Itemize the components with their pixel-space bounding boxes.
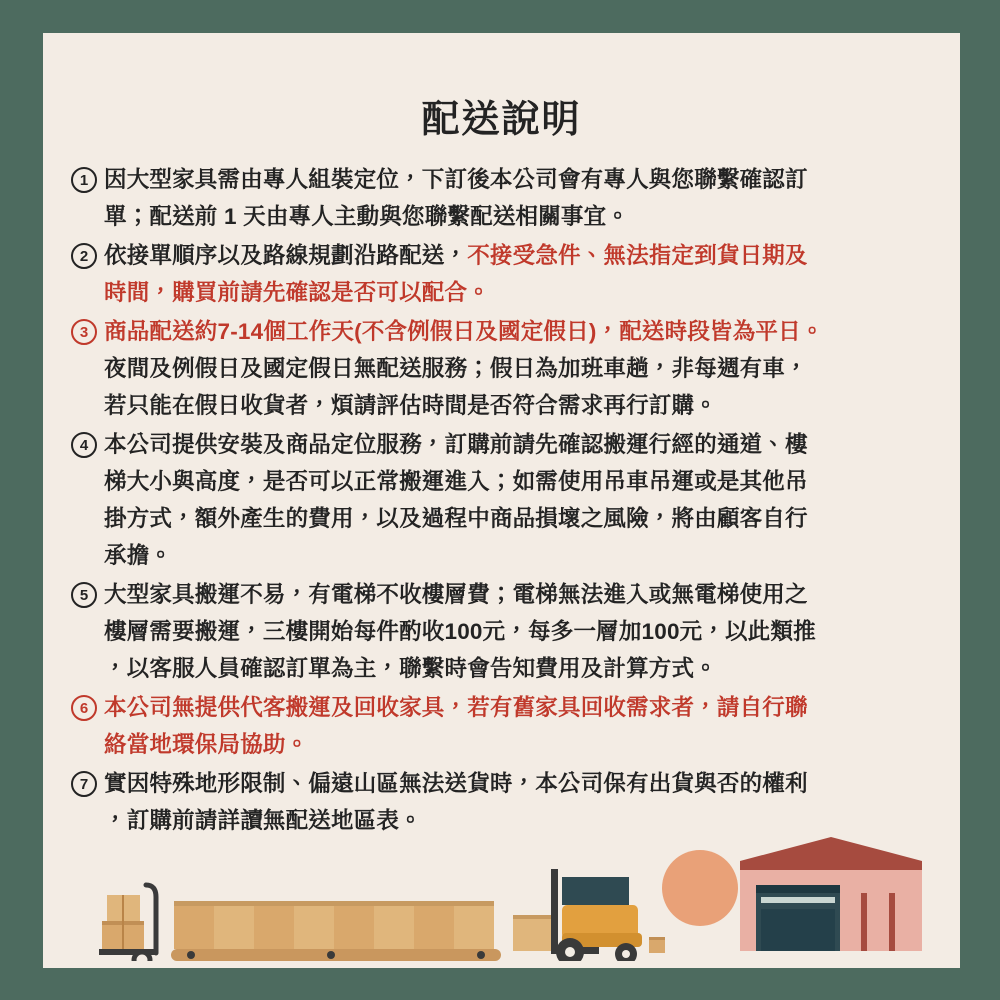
list-item-number: 7 (71, 771, 97, 797)
list-item-line: 單；配送前 1 天由專人主動與您聯繫配送相關事宜。 (104, 204, 630, 229)
list-item (71, 689, 938, 763)
list-item-text (104, 576, 938, 687)
warehouse-icon (740, 837, 922, 951)
list-item (71, 313, 938, 424)
list-item-line: 夜間及例假日及國定假日無配送服務；假日為加班車趟，非每週有車， (104, 356, 808, 381)
conveyor-belt-icon (171, 901, 501, 961)
list-item (71, 237, 938, 311)
list-item (71, 161, 938, 235)
list-item-number: 1 (71, 167, 97, 193)
list-item (71, 765, 938, 839)
list-item-line: 梯大小與高度，是否可以正常搬運進入；如需使用吊車吊運或是其他吊 (104, 469, 808, 494)
page-title: 配送說明 (421, 99, 582, 141)
list-item-number: 6 (71, 695, 97, 721)
sun-circle-icon (662, 850, 738, 926)
list-item-line: 絡當地環保局協助。 (104, 732, 309, 757)
forklift-icon (513, 869, 665, 966)
list-item-line: 依接單順序以及路線規劃沿路配送，不接受急件、無法指定到貨日期及 (104, 243, 808, 268)
list-item-line: ，訂購前請詳讀無配送地區表。 (104, 808, 422, 833)
list-item-line: 大型家具搬運不易，有電梯不收樓層費；電梯無法進入或無電梯使用之 (104, 582, 808, 607)
logistics-illustration (43, 833, 960, 968)
list-item-text (104, 313, 938, 424)
list-item-line: 掛方式，額外產生的費用，以及過程中商品損壞之風險，將由顧客自行 (104, 506, 808, 531)
list-item-line: 商品配送約7-14個工作天(不含例假日及國定假日)，配送時段皆為平日。 (104, 319, 824, 344)
list-item-number: 3 (71, 319, 97, 345)
list-item-text (104, 689, 938, 763)
delivery-info-card (43, 33, 960, 968)
list-item-line: 時間，購買前請先確認是否可以配合。 (104, 280, 490, 305)
list-item-text (104, 237, 938, 311)
list-item-number: 4 (71, 432, 97, 458)
list-item-number: 5 (71, 582, 97, 608)
list-item-text (104, 426, 938, 574)
list-item-line: 樓層需要搬運，三樓開始每件酌收100元，每多一層加100元，以此類推 (104, 619, 816, 644)
list-item-line: 承擔。 (104, 543, 173, 568)
hand-truck-icon (99, 885, 156, 968)
list-item-line: 本公司無提供代客搬運及回收家具，若有舊家具回收需求者，請自行聯 (104, 695, 808, 720)
list-item-line: ，以客服人員確認訂單為主，聯繫時會告知費用及計算方式。 (104, 656, 717, 681)
list-item (71, 426, 938, 574)
list-item-line: 本公司提供安裝及商品定位服務，訂購前請先確認搬運行經的通道、樓 (104, 432, 808, 457)
list-item (71, 576, 938, 687)
list-item-line: 若只能在假日收貨者，煩請評估時間是否符合需求再行訂購。 (104, 393, 717, 418)
list-item-line: 因大型家具需由專人組裝定位，下訂後本公司會有專人與您聯繫確認訂 (104, 167, 808, 192)
list-item-text (104, 161, 938, 235)
list-item-text (104, 765, 938, 839)
delivery-terms-list (43, 161, 960, 839)
list-item-number: 2 (71, 243, 97, 269)
list-item-line: 實因特殊地形限制、偏遠山區無法送貨時，本公司保有出貨與否的權利 (104, 771, 808, 796)
